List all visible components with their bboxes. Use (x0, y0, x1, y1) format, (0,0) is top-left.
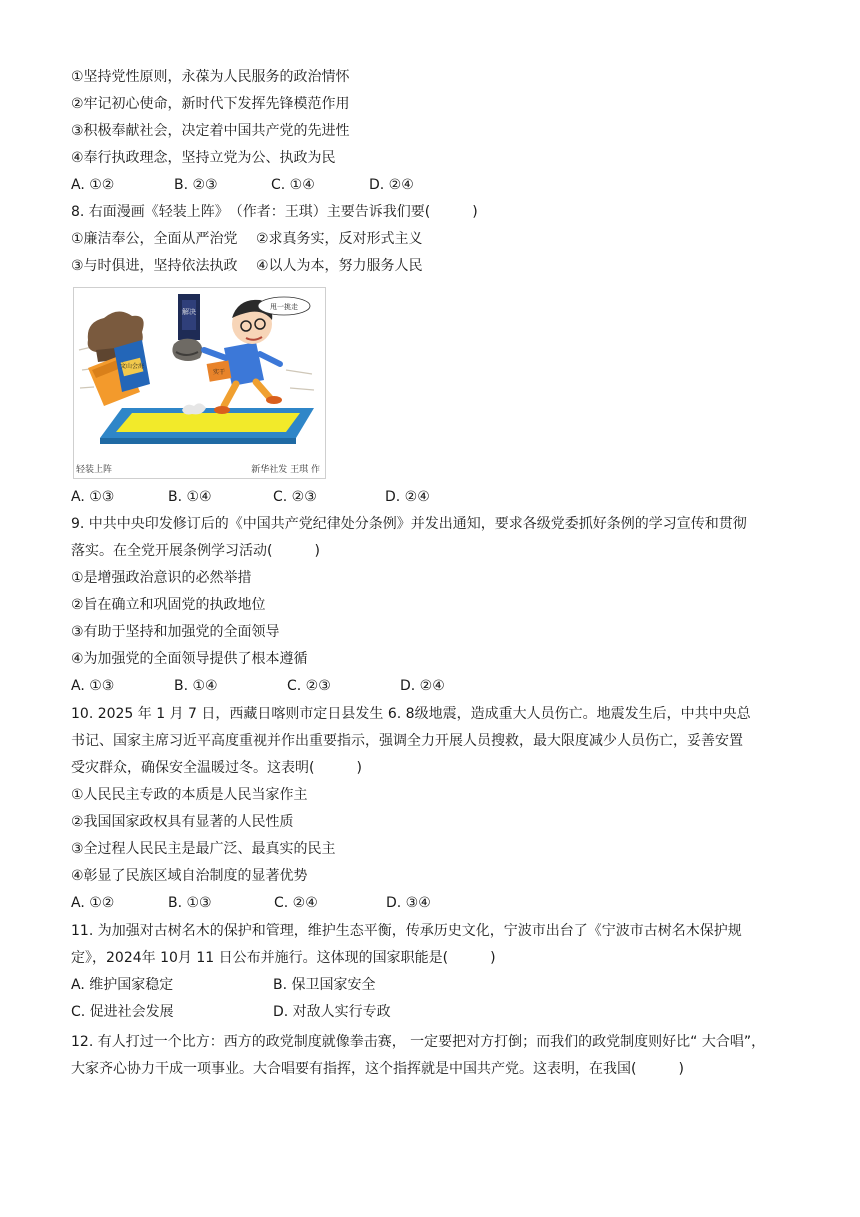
q7-statement-4: ④奉行执政理念，坚持立党为公、执政为民 (71, 150, 336, 166)
q8-statements-row-1: ①廉洁奉公，全面从严治党 ②求真务实，反对形式主义 (71, 231, 423, 247)
q12-stem-line-2: 大家齐心协力干成一项事业。大合唱要有指挥，这个指挥就是中国共产党。这表明，在我国( ) (71, 1061, 684, 1077)
q8-stem: 8. 右面漫画《轻装上阵》 （作者：王琪）主要告诉我们要( ) (71, 204, 478, 220)
q11-stem-line-2: 定》，2024年 10月 11 日公布并施行。这体现的国家职能是( ) (71, 950, 496, 966)
q7-option-c: C. ①④ (271, 177, 315, 193)
q9-stem-line-1: 9. 中共中央印发修订后的《中国共产党纪律处分条例》并发出通知，要求各级党委抓好条例的学习宣传和贯彻 (71, 516, 747, 532)
q10-option-c: C. ②④ (274, 895, 318, 911)
q7-statement-1: ①坚持党性原则，永葆为人民服务的政治情怀 (71, 69, 350, 85)
q11-stem-line-1: 11. 为加强对古树名木的保护和管理，维护生态平衡，传承历史文化，宁波市出台了《宁波市古树名木保护规 (71, 923, 742, 939)
q10-statement-3: ③全过程人民民主是最广泛、最真实的民主 (71, 841, 336, 857)
q10-stem-line-3: 受灾群众，确保安全温暖过冬。这表明( ) (71, 760, 362, 776)
comic-caption-right: 新华社发 王琪 作 (251, 465, 320, 475)
q10-option-b: B. ①③ (168, 895, 212, 911)
q12-stem-line-1: 12. 有人打过一个比方：西方的政党制度就像拳击赛， 一定要把对方打倒；而我们的政党制度则好比“ 大合唱”， (71, 1034, 766, 1050)
q8-option-d: D. ②④ (385, 489, 430, 505)
q10-option-a: A. ①② (71, 895, 115, 911)
q7-option-a: A. ①② (71, 177, 115, 193)
q9-statement-1: ①是增强政治意识的必然举措 (71, 570, 252, 586)
q10-statement-2: ②我国国家政权具有显著的人民性质 (71, 814, 294, 830)
q8-option-a: A. ①③ (71, 489, 115, 505)
q9-option-a: A. ①③ (71, 678, 115, 694)
q11-option-c: C. 促进社会发展 (71, 1004, 174, 1020)
comic-bubble-text: 甩一挑走 (270, 303, 298, 311)
q8-option-b: B. ①④ (168, 489, 212, 505)
q7-option-d: D. ②④ (369, 177, 414, 193)
q7-statement-3: ③积极奉献社会，决定着中国共产党的先进性 (71, 123, 350, 139)
q7-statement-2: ②牢记初心使命，新时代下发挥先锋模范作用 (71, 96, 350, 112)
comic-stack-label: 解决 (182, 308, 196, 316)
q10-statement-4: ④彰显了民族区域自治制度的显著优势 (71, 868, 308, 884)
comic-book-label: 文山会海 (119, 363, 145, 370)
q9-statement-4: ④为加强党的全面领导提供了根本遵循 (71, 651, 308, 667)
comic-bag-label: 实干 (212, 369, 226, 376)
q8-statements-row-2: ③与时俱进，坚持依法执政 ④以人为本，努力服务人民 (71, 258, 423, 274)
q7-option-b: B. ②③ (174, 177, 218, 193)
comic-caption-left: 轻装上阵 (76, 465, 113, 475)
q9-option-b: B. ①④ (174, 678, 218, 694)
q9-option-d: D. ②④ (400, 678, 445, 694)
q11-option-b: B. 保卫国家安全 (273, 977, 376, 993)
q8-option-c: C. ②③ (273, 489, 317, 505)
q11-option-a: A. 维护国家稳定 (71, 977, 174, 993)
q10-stem-line-2: 书记、国家主席习近平高度重视并作出重要指示，强调全力开展人员搜救，最大限度减少人员伤亡，妥善安置 (71, 733, 743, 749)
q9-option-c: C. ②③ (287, 678, 331, 694)
comic-image (73, 287, 326, 479)
q10-option-d: D. ③④ (386, 895, 431, 911)
q10-statement-1: ①人民民主专政的本质是人民当家作主 (71, 787, 308, 803)
q10-stem-line-1: 10. 2025 年 1 月 7 日，西藏日喀则市定日县发生 6. 8级地震，造成重大人员伤亡。地震发生后，中共中央总 (71, 706, 751, 722)
q9-stem-line-2: 落实。在全党开展条例学习活动( ) (71, 543, 320, 559)
q11-option-d: D. 对敌人实行专政 (273, 1004, 391, 1020)
q9-statement-3: ③有助于坚持和加强党的全面领导 (71, 624, 280, 640)
q9-statement-2: ②旨在确立和巩固党的执政地位 (71, 597, 266, 613)
